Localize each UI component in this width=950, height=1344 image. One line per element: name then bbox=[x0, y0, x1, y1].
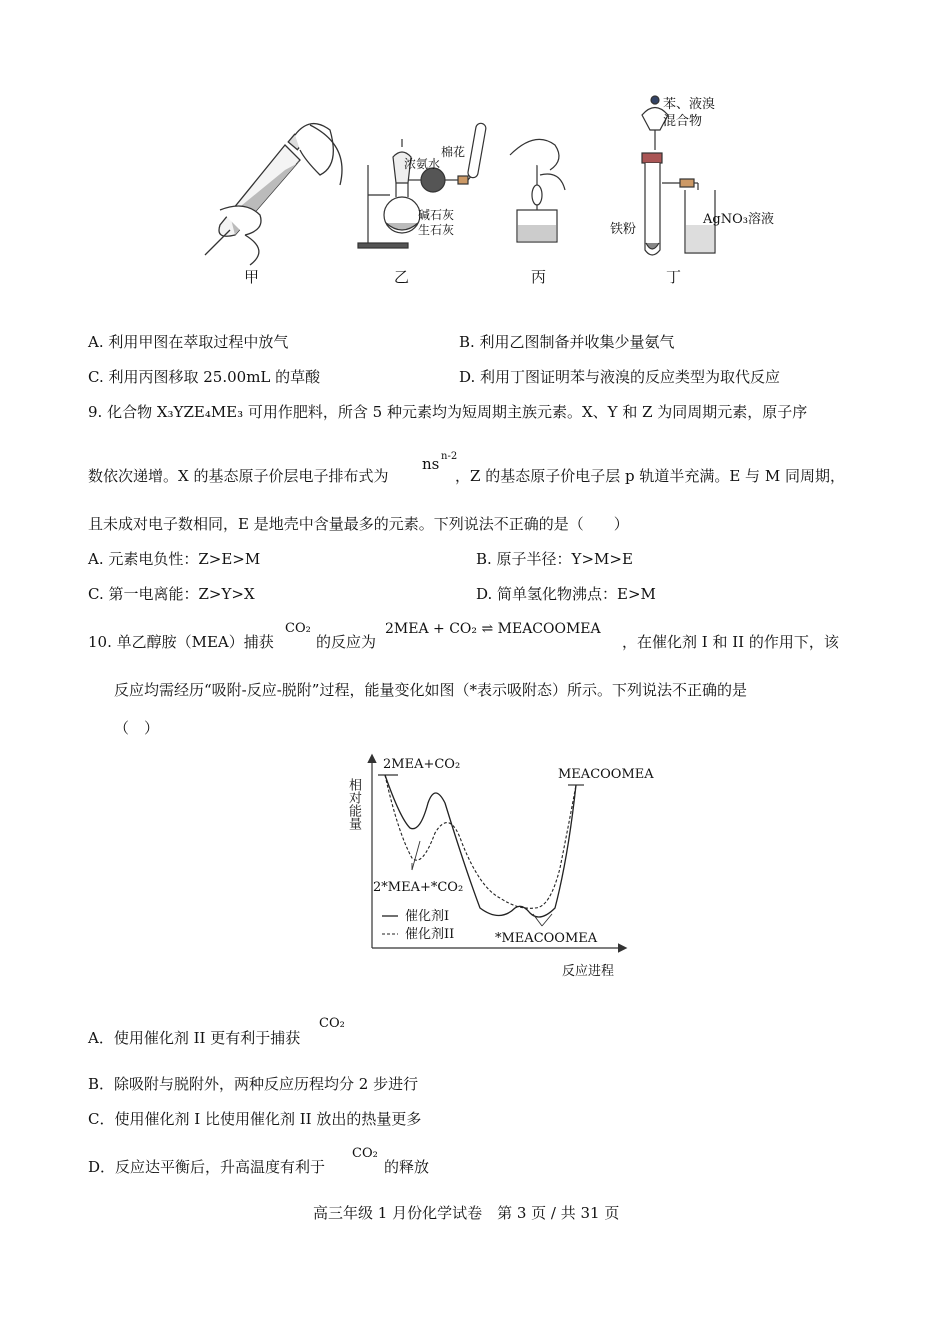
page-footer: 高三年级 1 月份化学试卷 第 3 页 / 共 31 页 bbox=[313, 1204, 620, 1222]
separatory-funnel-figure bbox=[205, 124, 342, 265]
q10-stem-line2: 反应均需经历“吸附-反应-脱附”过程，能量变化如图（*表示吸附态）所示。下列说法不正确的是 bbox=[114, 681, 747, 699]
legend-catalyst-2: 催化剂II bbox=[405, 927, 455, 942]
label-mixture-2: 混合物 bbox=[663, 114, 703, 129]
energy-adsorbed-label: 2*MEA+*CO₂ bbox=[373, 880, 464, 895]
q10-option-d-co2: CO₂ bbox=[352, 1146, 378, 1161]
figure-label-jia: 甲 bbox=[244, 268, 260, 286]
pipette-figure bbox=[510, 139, 565, 242]
legend-catalyst-1: 催化剂I bbox=[405, 909, 450, 924]
figure-label-bing: 丙 bbox=[531, 268, 547, 286]
energy-xlabel: 反应进程 bbox=[562, 964, 615, 979]
q10-option-c: C．使用催化剂 I 比使用催化剂 II 放出的热量更多 bbox=[88, 1110, 422, 1128]
q10-co2-inline: CO₂ bbox=[285, 621, 311, 636]
label-iron: 铁粉 bbox=[610, 222, 637, 237]
q10-option-b: B．除吸附与脱附外，两种反应历程均分 2 步进行 bbox=[88, 1075, 419, 1093]
q10-stem-line1b: 的反应为 bbox=[316, 633, 377, 651]
label-ammonia: 浓氨水 bbox=[404, 157, 441, 171]
q9-stem-line1: 9. 化合物 X₃YZE₄ME₃ 可用作肥料，所含 5 种元素均为短周期主族元素。X、Y 和 Z 为同周期元素，原子序 bbox=[88, 403, 808, 421]
q10-stem-line1c: ，在催化剂 I 和 II 的作用下，该 bbox=[622, 633, 839, 651]
q9-option-c: C. 第一电离能：Z>Y>X bbox=[88, 585, 255, 603]
q10-stem-line3: （ ） bbox=[114, 719, 160, 737]
q10-option-a: A．使用催化剂 II 更有利于捕获 bbox=[88, 1029, 301, 1047]
figure-label-yi: 乙 bbox=[394, 268, 410, 286]
label-quicklime: 生石灰 bbox=[418, 223, 455, 237]
q8-option-d: D. 利用丁图证明苯与液溴的反应类型为取代反应 bbox=[459, 368, 781, 386]
q9-option-a: A. 元素电负性：Z>E>M bbox=[88, 550, 261, 568]
q9-stem-line2b: ，Z 的基态原子价电子层 p 轨道半充满。E 与 M 同周期， bbox=[455, 467, 845, 485]
label-cotton: 棉花 bbox=[441, 145, 466, 159]
label-soda-lime: 碱石灰 bbox=[418, 208, 455, 222]
q10-option-d-part2: 的释放 bbox=[384, 1158, 430, 1176]
label-agno3: AgNO₃溶液 bbox=[703, 212, 774, 227]
q10-option-d-part1: D．反应达平衡后，升高温度有利于 bbox=[88, 1158, 326, 1176]
q8-option-c: C. 利用丙图移取 25.00mL 的草酸 bbox=[88, 368, 321, 386]
q8-option-a: A. 利用甲图在萃取过程中放气 bbox=[88, 333, 289, 351]
q10-equation: 2MEA + CO₂ ⇌ MEACOOMEA bbox=[385, 621, 601, 637]
energy-product-ads-label: *MEACOOMEA bbox=[495, 931, 598, 946]
figure-label-ding: 丁 bbox=[666, 268, 682, 286]
q9-stem-line3: 且未成对电子数相同，E 是地壳中含量最多的元素。下列说法不正确的是（ ） bbox=[88, 515, 629, 533]
q9-ns: ns bbox=[422, 455, 440, 473]
q10-option-a-co2: CO₂ bbox=[319, 1016, 345, 1031]
q9-ns-sup: n-2 bbox=[441, 451, 458, 462]
energy-ylabel: 相对能量 bbox=[346, 778, 361, 830]
q9-option-d: D. 简单氢化物沸点：E>M bbox=[476, 585, 656, 603]
q9-stem-line2a: 数依次递增。X 的基态原子价层电子排布式为 bbox=[88, 467, 389, 485]
q9-option-b: B. 原子半径：Y>M>E bbox=[476, 550, 633, 568]
energy-end-label: MEACOOMEA bbox=[558, 767, 654, 782]
label-mixture-1: 苯、液溴 bbox=[663, 97, 716, 112]
q10-stem-line1a: 10. 单乙醇胺（MEA）捕获 bbox=[88, 633, 274, 651]
q8-option-b: B. 利用乙图制备并收集少量氨气 bbox=[459, 333, 675, 351]
energy-start-label: 2MEA+CO₂ bbox=[383, 757, 461, 772]
